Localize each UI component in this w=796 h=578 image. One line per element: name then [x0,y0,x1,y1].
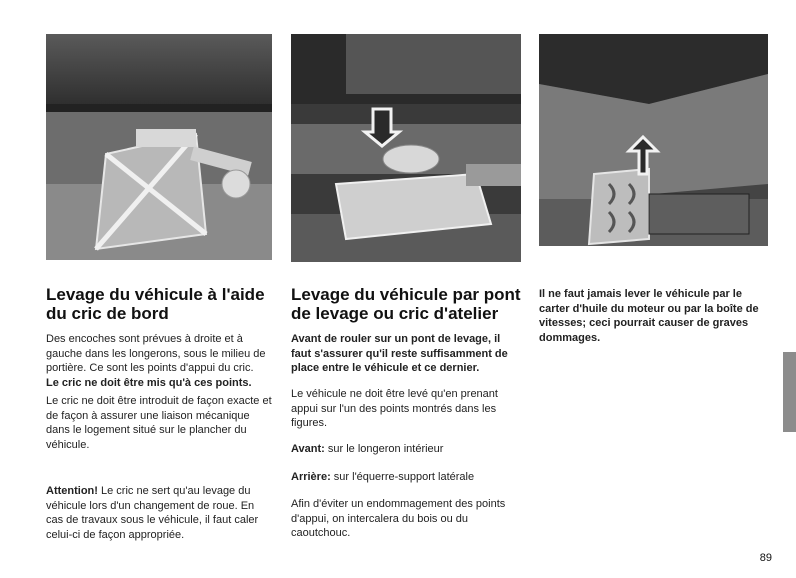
jack-section-heading: Levage du véhicule à l'aide du cric de bord [46,285,265,323]
attention-paragraph [46,484,274,542]
lift-section-heading: Levage du véhicule par pont de levage ou cric d'atelier [291,285,521,323]
jack-points-warning: Le cric ne doit être mis qu'à ces points. [46,377,252,389]
jack-insertion-paragraph: Le cric ne doit être introduit de façon exacte et de façon à assurer une liaison mécanique dans le logement situé sur le plancher du véhicule. [46,395,272,451]
attention-text: Le cric ne sert qu'au levage du véhicule lors d'un changement de roue. En cas de travaux sous le véhicule, il faut caler celui-ci de façon appropriée. [46,485,259,541]
front-lift-point-photo [291,34,521,262]
page-number: 89 [759,552,772,564]
rear-text: sur l'équerre-support latérale [330,471,475,483]
front-label: Avant: [291,443,325,455]
jack-photo [46,34,272,260]
jack-notches-paragraph: Des encoches sont prévues à droite et à gauche dans les longerons, sous le milieu de portière. Ce sont les points d'appui du cric. [46,333,266,374]
lift-points-paragraph: Le véhicule ne doit être levé qu'en prenant appui sur l'un des points montrés dans les figures. [291,388,498,429]
attention-label: Attention! [46,485,98,497]
lifting-warning: Il ne faut jamais lever le véhicule par le carter d'huile du moteur ou par la boîte de vitesses; ceci pourrait causer de graves dommages. [539,288,759,344]
protection-paragraph: Afin d'éviter un endommagement des points d'appui, on intercalera du bois ou du caoutchouc. [291,498,506,539]
rear-label: Arrière: [291,471,331,483]
rear-lift-point-photo [539,34,768,246]
lift-clearance-paragraph: Avant de rouler sur un pont de levage, il faut s'assurer qu'il reste suffisamment de place entre le véhicule et ce dernier. [291,333,508,374]
section-tab-marker [783,352,796,432]
front-text: sur le longeron intérieur [324,443,444,455]
front-point-line [291,442,521,457]
rear-point-line [291,470,521,485]
